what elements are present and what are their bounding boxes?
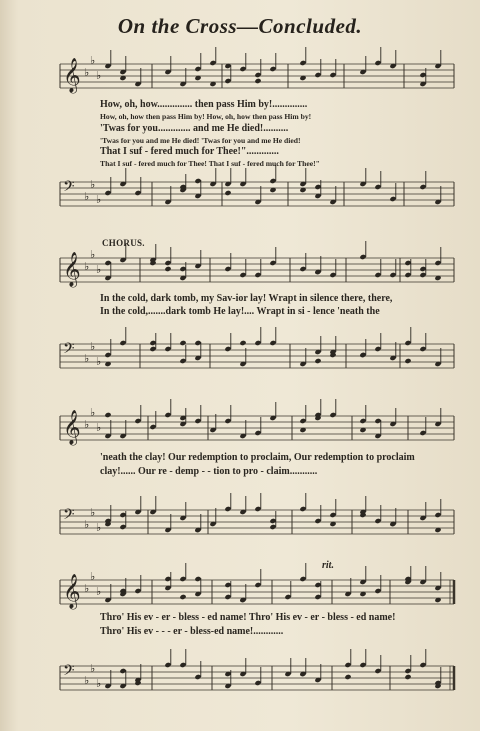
flat-icon: ♭	[90, 506, 96, 519]
flat-icon: ♭	[90, 54, 96, 67]
note-head	[404, 358, 411, 364]
note-head	[344, 674, 351, 680]
treble-staff-1	[60, 54, 454, 98]
lyric-line: In the cold,.......dark tomb He lay!.... Wrapt in si - lence 'neath the	[100, 306, 380, 317]
treble-clef-icon: 𝄞	[63, 58, 81, 93]
flat-icon: ♭	[84, 190, 90, 203]
ritardando-mark: rit.	[322, 560, 334, 571]
lyric-line: That I suf - fered much for Thee! That I suf - fered much for Thee!"	[100, 159, 320, 168]
chorus-label: CHORUS.	[102, 238, 145, 248]
treble-clef-icon: 𝄞	[63, 252, 81, 287]
flat-icon: ♭	[84, 582, 90, 595]
note-head	[164, 266, 171, 272]
flat-icon: ♭	[90, 662, 96, 675]
treble-clef-icon: 𝄞	[63, 574, 81, 609]
treble-staff-2	[60, 248, 454, 292]
flat-icon: ♭	[96, 677, 102, 690]
flat-icon: ♭	[96, 521, 102, 534]
flat-icon: ♭	[96, 585, 102, 598]
staff-lines	[60, 416, 454, 440]
flat-icon: ♭	[90, 248, 96, 261]
flat-icon: ♭	[84, 518, 90, 531]
flat-icon: ♭	[90, 570, 96, 583]
flat-icon: ♭	[96, 263, 102, 276]
note-head	[224, 190, 231, 196]
lyric-line: In the cold, dark tomb, my Sav-ior lay! Wrapt in silence there, there,	[100, 293, 393, 304]
treble-staff-4	[60, 570, 454, 614]
lyric-line: 'Twas for you............. and me He died!..........	[100, 123, 289, 134]
bass-clef-icon: 𝄢	[63, 178, 75, 199]
bass-staff-1	[60, 176, 454, 216]
flat-icon: ♭	[84, 674, 90, 687]
note-head	[254, 78, 261, 84]
flat-icon: ♭	[84, 418, 90, 431]
note-head	[239, 340, 246, 346]
lyric-line: That I suf - fered much for Thee!".............	[100, 146, 279, 157]
bass-staff-2	[60, 338, 454, 378]
flat-icon: ♭	[96, 69, 102, 82]
lyric-line: How, oh, how then pass Him by! How, oh, how then pass Him by!	[100, 112, 312, 121]
flat-icon: ♭	[96, 355, 102, 368]
bass-staff-3	[60, 504, 454, 544]
lyric-line: Thro' His ev - er - bless - ed name! Thro' His ev - er - bless - ed name!	[100, 612, 396, 623]
page-title: On the Cross—Concluded.	[117, 14, 363, 38]
flat-icon: ♭	[90, 340, 96, 353]
note-head	[179, 594, 186, 600]
flat-icon: ♭	[96, 193, 102, 206]
bass-staff-4	[60, 660, 454, 700]
treble-clef-icon: 𝄞	[63, 410, 81, 445]
flat-icon: ♭	[90, 406, 96, 419]
bass-clef-icon: 𝄢	[63, 506, 75, 527]
staff-lines	[60, 258, 454, 282]
note-head	[404, 674, 411, 680]
flat-icon: ♭	[90, 178, 96, 191]
lyric-line: Thro' His ev - - - er - bless-ed name!............	[100, 626, 284, 637]
flat-icon: ♭	[96, 421, 102, 434]
flat-icon: ♭	[84, 352, 90, 365]
flat-icon: ♭	[84, 260, 90, 273]
flat-icon: ♭	[84, 66, 90, 79]
note-head	[104, 412, 111, 418]
staff-lines	[60, 666, 454, 690]
lyric-line: How, oh, how.............. then pass Him by!..............	[100, 99, 308, 110]
bass-clef-icon: 𝄢	[63, 340, 75, 361]
lyric-line: 'Twas for you and me He died! 'Twas for you and me He died!	[100, 136, 301, 145]
lyric-line: 'neath the clay! Our redemption to proclaim, Our redemption to proclaim	[100, 452, 415, 463]
note-head	[314, 358, 321, 364]
bass-clef-icon: 𝄢	[63, 662, 75, 683]
lyric-line: clay!...... Our re - demp - - tion to pro - claim...........	[100, 466, 318, 477]
treble-staff-3	[60, 406, 454, 450]
